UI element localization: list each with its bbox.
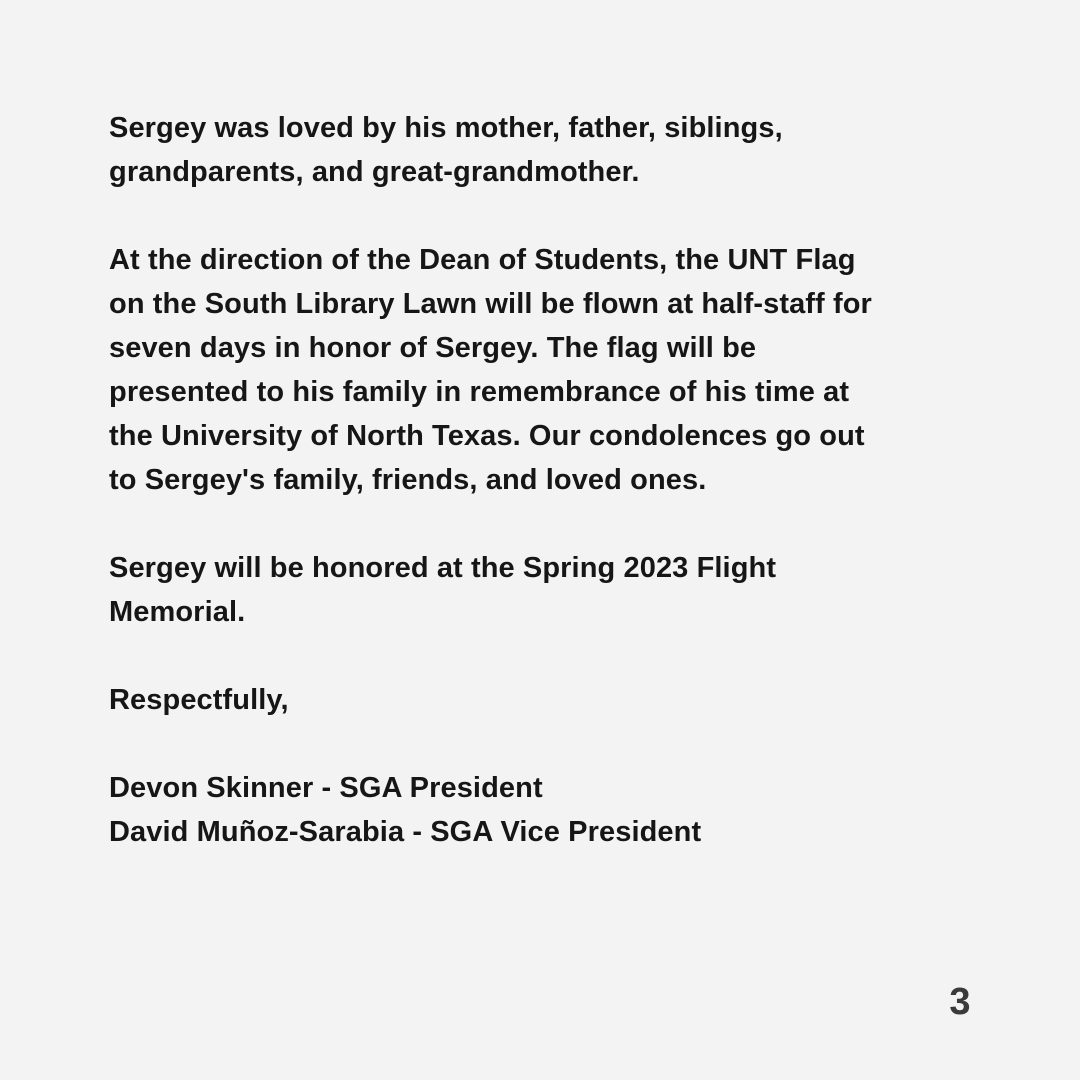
text-line: the University of North Texas. Our condolences go out	[109, 420, 865, 452]
closing-salutation: Respectfully,	[109, 684, 289, 716]
text-line: Memorial.	[109, 596, 246, 628]
text-line: grandparents, and great-grandmother.	[109, 156, 640, 188]
page-number: 3	[949, 981, 971, 1023]
paragraph-spacer	[109, 722, 989, 766]
text-line: At the direction of the Dean of Students, the UNT Flag	[109, 244, 856, 276]
text-line: presented to his family in remembrance of his time at	[109, 376, 850, 408]
paragraph-memorial	[109, 546, 989, 634]
signature-block	[109, 766, 989, 854]
letter-body	[109, 106, 989, 854]
paragraph-spacer	[109, 634, 989, 678]
signatory-vice-president: David Muñoz-Sarabia - SGA Vice President	[109, 816, 702, 848]
paragraph-spacer	[109, 194, 989, 238]
text-line: to Sergey's family, friends, and loved ones.	[109, 464, 707, 496]
text-line: Sergey will be honored at the Spring 2023 Flight	[109, 552, 777, 584]
signatory-president: Devon Skinner - SGA President	[109, 772, 543, 804]
paragraph-flag	[109, 238, 989, 502]
text-line: Sergey was loved by his mother, father, siblings,	[109, 112, 783, 144]
paragraph-spacer	[109, 502, 989, 546]
paragraph-family	[109, 106, 989, 194]
paragraph-closing	[109, 678, 989, 722]
text-line: on the South Library Lawn will be flown at half-staff for	[109, 288, 872, 320]
text-line: seven days in honor of Sergey. The flag will be	[109, 332, 757, 364]
